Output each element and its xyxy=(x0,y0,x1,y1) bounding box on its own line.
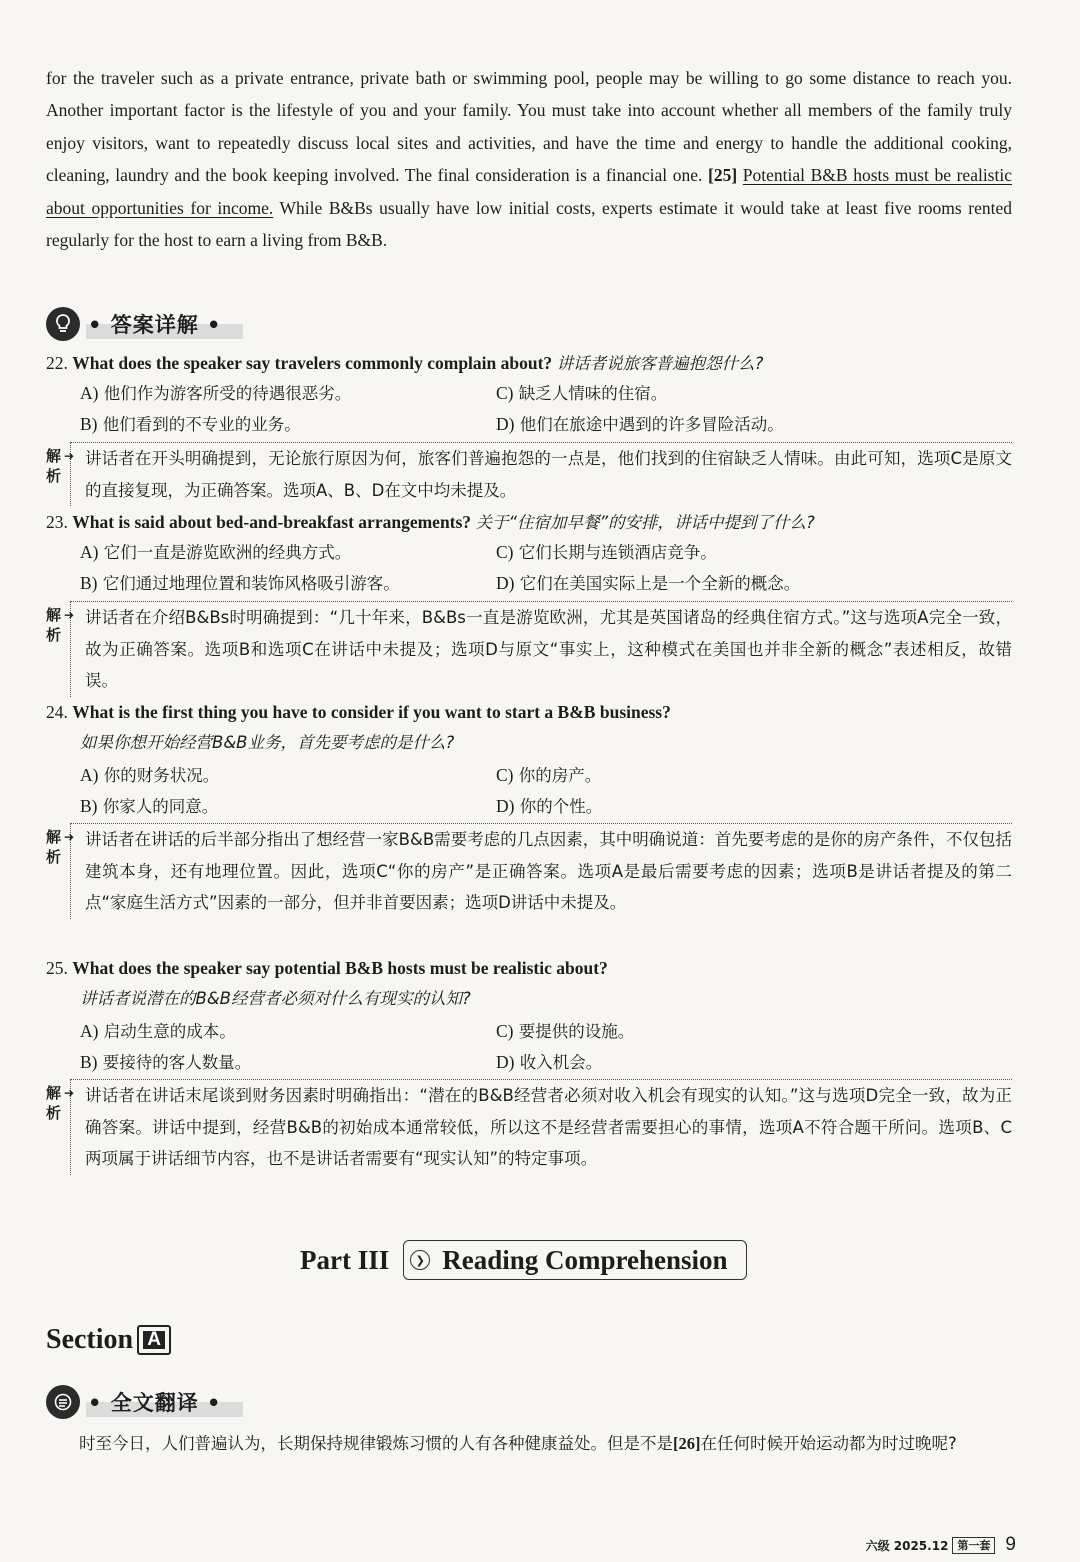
analysis-tag: 解析 ➔ xyxy=(46,447,75,485)
chevron-right-icon: ❯ xyxy=(410,1250,430,1270)
footer-set: 第一套 xyxy=(952,1537,995,1554)
question-23-option-b: B) 它们通过地理位置和装饰风格吸引游客。 xyxy=(80,573,400,593)
passage-paragraph xyxy=(46,62,1012,256)
question-22-analysis xyxy=(46,442,1012,506)
arrow-right-icon: ➔ xyxy=(64,1086,75,1100)
translation-marker-26: [26] xyxy=(673,1434,701,1453)
answer-section-title: • 答案详解 • xyxy=(86,309,243,339)
page-number: 9 xyxy=(1005,1534,1016,1555)
section-letter-badge: A xyxy=(137,1325,171,1355)
passage-text-1: for the traveler such as a private entrance, private bath or swimming pool, people may be willing to go some distance to reach you. Another important factor is the lifestyle of you and your family. You must take into account whether all members of the family truly enjoy visitors, want to repeatedly discuss local sites and activities, and have the time and energy to handle the additional cooking, cleaning, laundry and the book keeping involved. The final consideration is a financial one. xyxy=(46,68,1012,186)
question-23-title: 23. What is said about bed-and-breakfast arrangements? 关于“住宿加早餐”的安排，讲话中提到了什么? xyxy=(46,512,815,532)
passage-text-2: While B&Bs usually have low initial costs, experts estimate it would take at least five rooms rented regularly for the host to earn a living from B&B. xyxy=(46,197,1012,251)
question-22-option-c: C) 缺乏人情味的住宿。 xyxy=(496,383,668,403)
arrow-right-icon: ➔ xyxy=(64,608,75,622)
answer-section-header xyxy=(46,306,243,342)
arrow-right-icon: ➔ xyxy=(64,830,75,844)
question-24-title: 24. What is the first thing you have to consider if you want to start a B&B business? xyxy=(46,702,671,722)
translation-paragraph: 时至今日，人们普遍认为，长期保持规律锻炼习惯的人有各种健康益处。但是不是[26]在任何时候开始运动都为时过晚呢? xyxy=(79,1434,957,1453)
section-heading xyxy=(46,1324,171,1356)
question-25-option-c: C) 要提供的设施。 xyxy=(496,1021,635,1041)
question-24-cn: 如果你想开始经营B&B业务，首先要考虑的是什么? xyxy=(80,733,455,752)
lightbulb-icon xyxy=(46,307,80,341)
analysis-tag: 解析 ➔ xyxy=(46,606,75,644)
arrow-right-icon: ➔ xyxy=(64,449,75,463)
analysis-text: 讲话者在介绍B&Bs时明确提到：“几十年来，B&Bs一直是游览欧洲，尤其是英国诸岛的经典住宿方式。”这与选项A完全一致，故为正确答案。选项B和选项C在讲话中未提及；选项D与原文“事实上，这种模式在美国也并非全新的概念”表述相反，故错误。 xyxy=(70,601,1012,697)
analysis-tag: 解析 ➔ xyxy=(46,828,75,866)
question-25-option-b: B) 要接待的客人数量。 xyxy=(80,1052,252,1072)
passage-underlined-sentence: Potential B&B hosts must be realistic about opportunities for income. xyxy=(46,165,1012,218)
question-23-analysis xyxy=(46,601,1012,697)
question-22-option-b: B) 他们看到的不专业的业务。 xyxy=(80,414,301,434)
question-23-option-d: D) 它们在美国实际上是一个全新的概念。 xyxy=(496,573,801,593)
analysis-text: 讲话者在讲话末尾谈到财务因素时明确指出：“潜在的B&B经营者必须对收入机会有现实的认知。”这与选项D完全一致，故为正确答案。讲话中提到，经营B&B的初始成本通常较低，所以这不是经营者需要担心的事情，选项A不符合题干所问。选项B、C两项属于讲话细节内容，也不是讲话者需要有“现实认知”的特定事项。 xyxy=(70,1079,1012,1175)
translation-section-title: • 全文翻译 • xyxy=(86,1387,243,1417)
question-22-option-a: A) 他们作为游客所受的待遇很恶劣。 xyxy=(80,383,352,403)
question-24-analysis xyxy=(46,823,1012,919)
question-25-cn: 讲话者说潜在的B&B经营者必须对什么有现实的认知? xyxy=(80,989,471,1008)
passage-marker-25: [25] xyxy=(708,165,738,186)
question-25-analysis xyxy=(46,1079,1012,1175)
question-24-option-d: D) 你的个性。 xyxy=(496,796,603,816)
question-25-option-d: D) 收入机会。 xyxy=(496,1052,603,1072)
question-24-option-c: C) 你的房产。 xyxy=(496,765,602,785)
part-title: Reading Comprehension xyxy=(442,1244,728,1275)
question-25-title: 25. What does the speaker say potential B&B hosts must be realistic about? xyxy=(46,958,608,978)
part-title-box xyxy=(403,1240,746,1280)
question-24-option-b: B) 你家人的同意。 xyxy=(80,796,219,816)
question-24-option-a: A) 你的财务状况。 xyxy=(80,765,220,785)
part-heading xyxy=(300,1240,747,1280)
analysis-tag: 解析 ➔ xyxy=(46,1084,75,1122)
page-footer xyxy=(866,1534,1016,1556)
footer-exam: 六级 2025.12 xyxy=(865,1538,949,1553)
translation-section-header xyxy=(46,1384,243,1420)
question-22-option-d: D) 他们在旅途中遇到的许多冒险活动。 xyxy=(496,414,784,434)
question-25-option-a: A) 启动生意的成本。 xyxy=(80,1021,236,1041)
question-23-option-a: A) 它们一直是游览欧洲的经典方式。 xyxy=(80,542,352,562)
section-label: Section xyxy=(46,1324,134,1355)
analysis-text: 讲话者在讲话的后半部分指出了想经营一家B&B需要考虑的几点因素，其中明确说道：首先要考虑的是你的房产条件，不仅包括建筑本身，还有地理位置。因此，选项C“你的房产”是正确答案。选项A是最后需要考虑的因素；选项B是讲话者提及的第二点“家庭生活方式”因素的一部分，但并非首要因素；选项D讲话中未提及。 xyxy=(70,823,1012,919)
analysis-text: 讲话者在开头明确提到，无论旅行原因为何，旅客们普遍抱怨的一点是，他们找到的住宿缺乏人情味。由此可知，选项C是原文的直接复现，为正确答案。选项A、B、D在文中均未提及。 xyxy=(70,442,1012,506)
question-23-option-c: C) 它们长期与连锁酒店竞争。 xyxy=(496,542,717,562)
document-icon xyxy=(46,1385,80,1419)
part-label: Part III xyxy=(300,1244,390,1275)
question-22-title: 22. What does the speaker say travelers commonly complain about? 讲话者说旅客普遍抱怨什么? xyxy=(46,353,764,373)
